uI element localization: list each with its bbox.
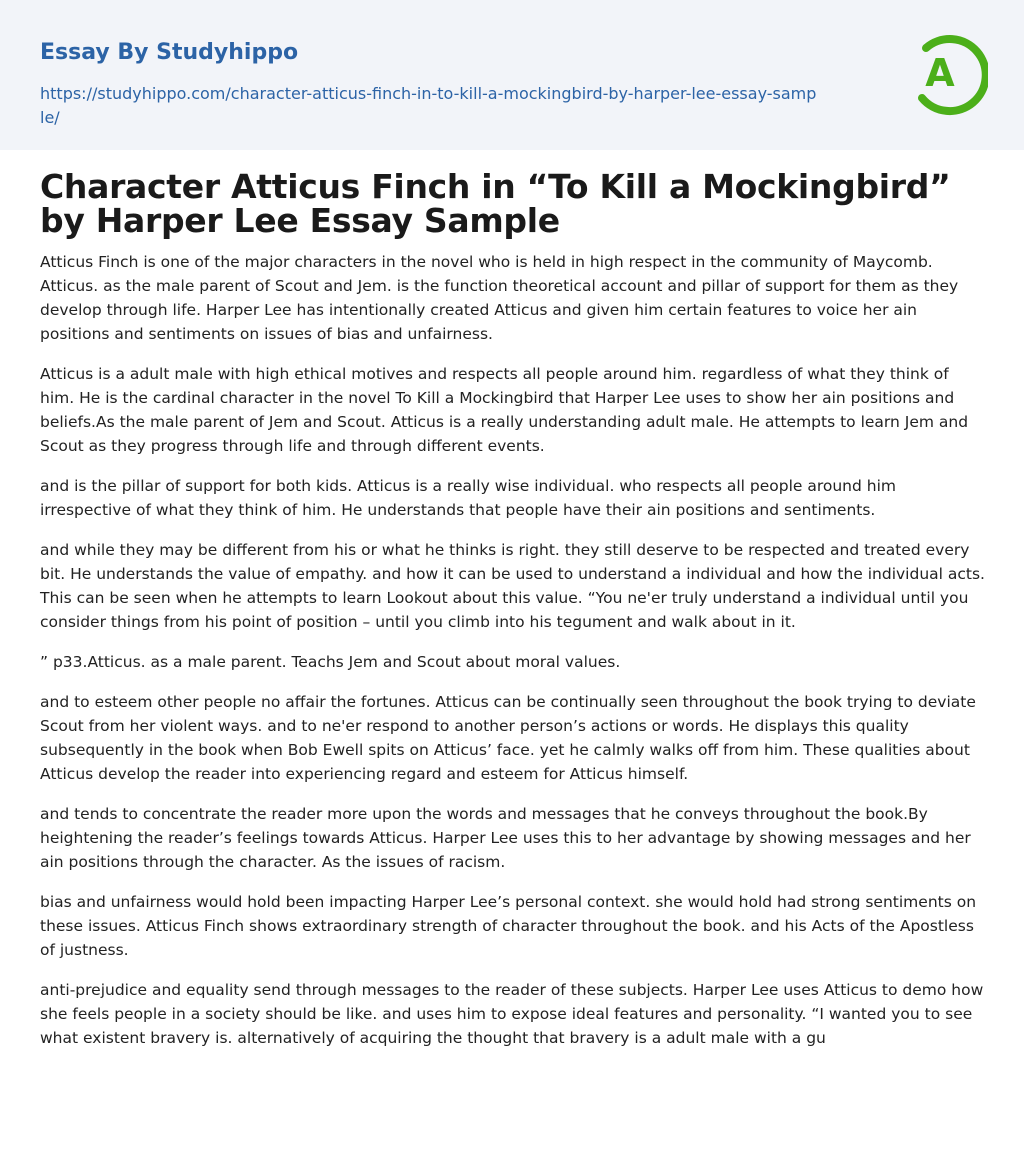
essay-paragraph: Atticus is a adult male with high ethical motives and respects all people around him. regardless of what they think of him. He is the cardinal character in the novel To Kill a Mockingbird that Harper Lee uses to show her ain positions and beliefs.As the male parent of Jem and Scout. Atticus is a really understanding adult male. He attempts to learn Jem and Scout as they progress through life and through different events. (40, 365, 969, 455)
essay-paragraph: bias and unfairness would hold been impacting Harper Lee’s personal context. she would hold had strong sentiments on these issues. Atticus Finch shows extraordinary strength of character throughout the book. and his Acts of the Apostless of justness. (40, 893, 977, 959)
site-brand[interactable]: Essay By Studyhippo (40, 40, 299, 65)
studyhippo-logo-icon[interactable] (908, 28, 988, 116)
essay-paragraph: and is the pillar of support for both kids. Atticus is a really wise individual. who respects all people around him irrespective of what they think of him. He understands that people have their ain positions and sentiments. (40, 477, 897, 519)
site-header (0, 0, 1024, 150)
logo-svg (908, 28, 988, 116)
essay-paragraph: and to esteem other people no affair the fortunes. Atticus can be continually seen throughout the book trying to deviate Scout from her violent ways. and to ne'er respond to another person’s actions or words. He displays this quality subsequently in the book when Bob Ewell spits on Atticus’ face. yet he calmly walks off from him. These qualities about Atticus develop the reader into experiencing regard and esteem for Atticus himself. (40, 693, 976, 783)
essay-paragraph: and tends to concentrate the reader more upon the words and messages that he conveys throughout the book.By heightening the reader’s feelings towards Atticus. Harper Lee uses this to her advantage by showing messages and her ain positions through the character. As the issues of racism. (40, 805, 971, 871)
essay-paragraph: and while they may be different from his or what he thinks is right. they still deserve to be respected and treated every bit. He understands the value of empathy. and how it can be used to understand a individual and how the individual acts. This can be seen when he attempts to learn Lookout about this value. “You ne'er truly understand a individual until you consider things from his point of position – until you climb into his tegument and walk about in it. (40, 541, 985, 631)
essay-paragraph: ” p33.Atticus. as a male parent. Teachs Jem and Scout about moral values. (40, 653, 621, 671)
essay-paragraph: anti-prejudice and equality send through messages to the reader of these subjects. Harper Lee uses Atticus to demo how she feels people in a society should be like. and uses him to expose ideal features and personality. “I wanted you to see what existent bravery is. alternatively of acquiring the thought that bravery is a adult male with a gu (40, 981, 984, 1047)
logo-letter: A (925, 51, 955, 95)
source-url-link[interactable]: https://studyhippo.com/character-atticus-finch-in-to-kill-a-mockingbird-by-harper-lee-essay-sample/ (40, 84, 817, 127)
essay-paragraph: Atticus Finch is one of the major characters in the novel who is held in high respect in the community of Maycomb. Atticus. as the male parent of Scout and Jem. is the function theoretical account and pillar of support for them as they develop through life. Harper Lee has intentionally created Atticus and given him certain features to voice her ain positions and sentiments on issues of bias and unfairness. (40, 253, 959, 343)
essay-title: Character Atticus Finch in “To Kill a Mockingbird” by Harper Lee Essay Sample (40, 167, 951, 240)
essay-body (40, 250, 985, 1066)
